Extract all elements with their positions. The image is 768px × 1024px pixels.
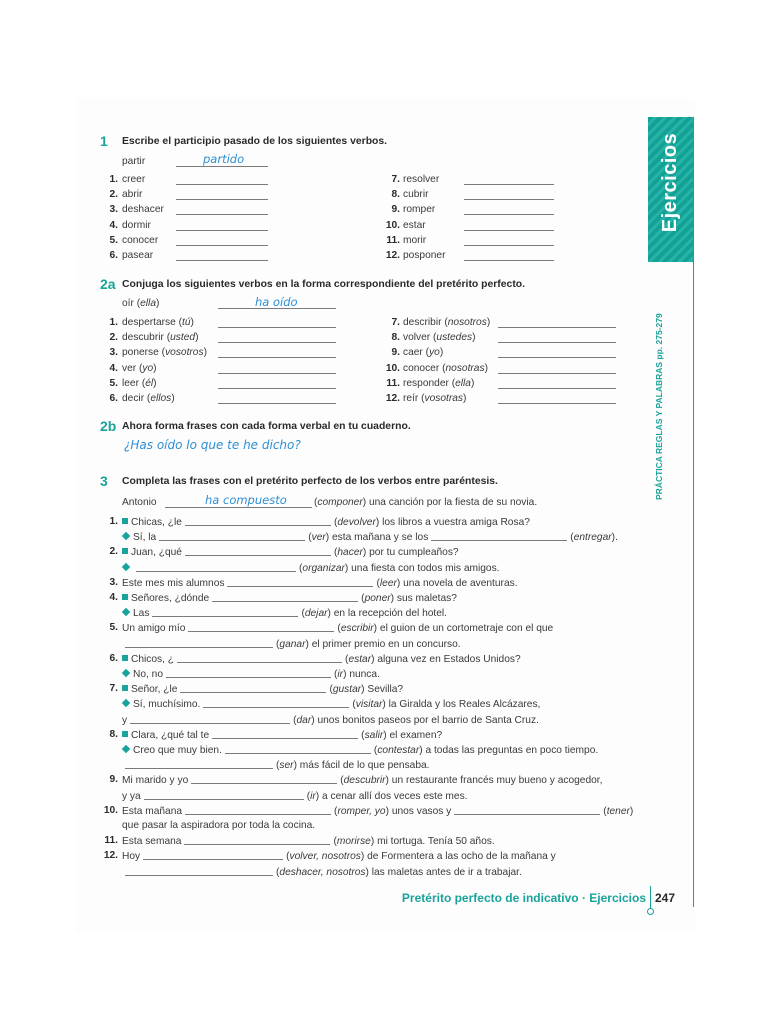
speaker-b-marker	[122, 562, 130, 570]
sentence-text: alguna vez en Estados Unidos?	[374, 653, 521, 665]
footer-title: Pretérito perfecto de indicativo · Ejercicios	[401, 891, 646, 905]
item-number: 6.	[109, 250, 118, 261]
answer-blank	[144, 789, 304, 800]
sentence-text: una novela de aventuras.	[400, 577, 518, 589]
sentence-text: mi tortuga. Tenía 50 años.	[374, 836, 495, 848]
footer-divider	[650, 886, 651, 910]
verb-hint: dar	[296, 714, 312, 726]
answer-blank	[454, 804, 600, 815]
sentence-line: y (dar) unos bonitos paseos por el barrio de Santa Cruz.	[122, 714, 539, 726]
sentence-line: Esta semana (morirse) mi tortuga. Tenía 50 años.	[122, 836, 495, 848]
item-verb: creer	[122, 174, 146, 185]
sentence-text: unos bonitos paseos por el barrio de Santa Cruz.	[314, 714, 539, 726]
sentence-text: de Formentera a las ocho de la mañana y	[364, 851, 556, 863]
verb-hint: descubrir	[343, 775, 386, 787]
item-number: 8.	[391, 189, 400, 201]
subject-text: yo	[429, 347, 440, 359]
s1-example-verb: partir	[122, 156, 146, 167]
speaker-b-marker	[122, 699, 130, 707]
footer-dot	[647, 908, 654, 915]
sentence-line: No, no (ir) nunca.	[122, 667, 380, 681]
sentence-text: Sí, la	[133, 532, 157, 544]
answer-blank	[498, 357, 616, 358]
sidebar-label: Ejercicios	[659, 132, 681, 233]
sentence-text: en la recepción del hotel.	[330, 608, 448, 620]
sentence-line: Mi marido y yo (descubrir) un restaurante francés muy bueno y acogedor,	[122, 775, 603, 787]
item-number: 4.	[109, 592, 118, 603]
sentence-text: No, no	[133, 669, 164, 680]
sentence-text: Hoy	[122, 851, 141, 863]
verb-hint: ir	[337, 669, 344, 680]
answer-blank	[125, 758, 273, 769]
sentence-text: a cenar allí dos veces este mes.	[319, 790, 468, 802]
verb-hint: ganar	[279, 638, 306, 650]
item-number: 6.	[109, 652, 118, 664]
answer-blank	[498, 373, 616, 374]
answer-blank	[125, 637, 273, 648]
section-1-instruction: Escribe el participio pasado de los siguientes verbos.	[122, 136, 388, 147]
item-number: 10.	[385, 219, 400, 231]
s1-example-answer: partido	[203, 152, 245, 166]
item-verb: resolver	[403, 174, 440, 185]
subject-text: tú	[182, 317, 191, 328]
speaker-a-marker	[122, 594, 128, 600]
subject-text: vosotras	[424, 393, 464, 404]
speaker-a-marker	[122, 518, 128, 524]
answer-blank	[176, 260, 268, 261]
sentence-line: Señor, ¿le (gustar) Sevilla?	[122, 682, 403, 696]
verb-hint: romper, yo	[337, 805, 386, 817]
verb-text: caer	[403, 347, 423, 359]
item-number: 7.	[391, 174, 400, 185]
item-verb: leer (él)	[122, 377, 157, 389]
subject-text: él	[145, 377, 154, 389]
sentence-text: y ya	[122, 790, 141, 802]
sentence-text: .	[615, 532, 618, 544]
answer-blank	[185, 804, 331, 815]
item-number: 4.	[109, 362, 118, 374]
sidebar-tab	[648, 117, 693, 262]
sentence-text: y	[122, 714, 128, 726]
sentence-text: Sí, muchísimo.	[133, 699, 201, 711]
subject-text: nosotros	[447, 317, 487, 328]
answer-blank	[176, 214, 268, 215]
item-number: 11.	[104, 835, 118, 847]
item-verb: posponer	[403, 250, 446, 261]
verb-hint: tener	[606, 805, 630, 817]
sentence-line: Creo que muy bien. (contestar) a todas las preguntas en poco tiempo.	[122, 743, 598, 757]
answer-blank	[184, 834, 330, 845]
item-number: 1.	[109, 516, 118, 527]
item-verb: cubrir	[403, 189, 429, 201]
answer-blank	[464, 245, 554, 246]
item-number: 5.	[109, 622, 118, 634]
item-number: 2.	[109, 189, 118, 201]
answer-blank	[203, 697, 349, 708]
verb-hint: organizar	[302, 562, 345, 574]
verb-hint: contestar	[377, 745, 420, 756]
item-number: 10.	[103, 804, 118, 816]
answer-blank	[464, 260, 554, 261]
sentence-text: Creo que muy bien.	[133, 745, 222, 756]
item-number: 8.	[109, 728, 118, 740]
sentence-text: Clara, ¿qué tal te	[131, 729, 210, 741]
sentence-line: (ser) más fácil de lo que pensaba.	[122, 758, 430, 772]
answer-blank	[498, 388, 616, 389]
subject-text: ustedes	[436, 332, 473, 344]
section-1-number: 1	[100, 133, 108, 149]
item-verb: estar	[403, 219, 426, 231]
verb-text: describir	[403, 317, 442, 328]
sentence-text: esta mañana y se los	[329, 532, 429, 544]
sentence-text: el examen?	[386, 729, 443, 741]
answer-blank	[176, 245, 268, 246]
verb-hint: ir	[310, 790, 316, 802]
sentence-line: Las (dejar) en la recepción del hotel.	[122, 606, 447, 620]
verb-hint: estar	[348, 653, 372, 665]
speaker-a-marker	[122, 655, 128, 661]
item-number: 5.	[109, 234, 118, 246]
sentence-line: Chicos, ¿ (estar) alguna vez en Estados Unidos?	[122, 652, 521, 666]
item-verb: conocer (nosotras)	[403, 362, 488, 374]
item-verb: conocer	[122, 234, 159, 246]
item-verb: pasear	[122, 250, 154, 261]
answer-blank	[464, 184, 554, 185]
item-verb: ver (yo)	[122, 362, 157, 374]
sentence-line: Esta mañana (romper, yo) unos vasos y (tener)	[122, 805, 634, 817]
sentence-text: Las	[133, 608, 150, 620]
sentence-line: Sí, la (ver) esta mañana y se los (entregar).	[122, 530, 618, 544]
item-number: 7.	[391, 317, 400, 328]
sentence-line: (organizar) una fiesta con todos mis amigos.	[122, 561, 500, 575]
item-number: 1.	[109, 174, 118, 185]
s2a-example-answer: ha oído	[255, 295, 298, 309]
sentence-text: Chicos, ¿	[131, 653, 175, 665]
item-number: 10.	[385, 362, 400, 374]
sentence-text: Esta semana	[122, 836, 182, 848]
answer-blank	[191, 773, 337, 784]
answer-blank	[180, 682, 326, 693]
answer-blank	[159, 530, 305, 541]
subject-text: ella	[455, 377, 471, 389]
item-number: 3.	[109, 347, 118, 359]
sidebar-reference: PRÁCTICA REGLAS Y PALABRAS pp. 275-279	[654, 313, 664, 500]
speaker-a-marker	[122, 731, 128, 737]
sentence-text: el primer premio en un concurso.	[308, 638, 461, 650]
item-number: 3.	[109, 204, 118, 216]
verb-hint: ver	[311, 532, 326, 544]
item-number: 12.	[385, 250, 400, 261]
item-number: 3.	[109, 576, 118, 588]
verb-hint: hacer	[337, 547, 363, 559]
page-number: 247	[655, 891, 676, 905]
sentence-text: más fácil de lo que pensaba.	[296, 760, 430, 772]
subject-text: nosotras	[445, 362, 485, 374]
item-number: 5.	[109, 377, 118, 389]
item-number: 9.	[391, 347, 400, 359]
verb-text: reír	[403, 393, 419, 404]
answer-blank	[136, 561, 296, 572]
subject-text: yo	[142, 362, 154, 374]
answer-blank	[185, 515, 331, 526]
section-2a-instruction: Conjuga los siguientes verbos en la forma correspondiente del pretérito perfecto.	[122, 279, 526, 290]
section-3-instruction: Completa las frases con el pretérito perfecto de los verbos entre paréntesis.	[122, 476, 498, 487]
speaker-a-marker	[122, 685, 128, 691]
answer-blank	[464, 199, 554, 200]
s3-example-post: (componer) una canción por la fiesta de su novia.	[314, 497, 538, 508]
s1-example-blank	[176, 166, 268, 167]
answer-blank	[143, 849, 283, 860]
section-2b-number: 2b	[100, 418, 117, 434]
verb-hint: dejar	[304, 608, 328, 620]
sentence-line: Clara, ¿qué tal te (salir) el examen?	[122, 728, 442, 742]
item-verb: describir (nosotros)	[403, 317, 491, 328]
answer-blank	[218, 388, 336, 389]
verb-text: conocer	[403, 362, 440, 374]
sentence-line: Hoy (volver, nosotros) de Formentera a las ocho de la mañana y	[122, 851, 556, 863]
answer-blank	[227, 576, 373, 587]
item-verb: morir	[403, 234, 427, 246]
sentence-text: las maletas antes de ir a trabajar.	[368, 866, 522, 878]
verb-text: decir	[122, 393, 145, 404]
answer-blank	[188, 621, 334, 632]
subject-text: vosotros	[165, 347, 204, 359]
verb-text: despertarse	[122, 317, 176, 328]
sentence-text: nunca.	[346, 669, 380, 680]
item-verb: abrir	[122, 189, 143, 201]
verb-hint: salir	[364, 729, 384, 741]
sentence-line: y ya (ir) a cenar allí dos veces este mes.	[122, 790, 468, 802]
item-number: 1.	[109, 317, 118, 328]
verb-hint: ser	[279, 760, 294, 772]
sentence-text: Este mes mis alumnos	[122, 577, 225, 589]
sentence-text: por tu cumpleaños?	[366, 547, 459, 559]
s3-example-blank	[165, 507, 312, 508]
s3-example-pre: Antonio	[122, 497, 157, 508]
verb-hint: morirse	[336, 836, 371, 848]
answer-blank	[218, 373, 336, 374]
answer-blank	[166, 667, 331, 678]
sentence-text: el guion de un cortometraje con el que	[377, 623, 554, 635]
verb-text: leer	[122, 377, 139, 389]
sentence-text: Esta mañana	[122, 805, 183, 817]
speaker-b-marker	[122, 745, 130, 753]
sentence-line: Señores, ¿dónde (poner) sus maletas?	[122, 591, 457, 605]
sentence-text: Mi marido y yo	[122, 775, 189, 787]
sentence-text: una fiesta con todos mis amigos.	[348, 562, 500, 574]
sentence-line: Juan, ¿qué (hacer) por tu cumpleaños?	[122, 545, 459, 559]
item-number: 12.	[385, 393, 400, 404]
item-number: 6.	[109, 393, 118, 404]
section-3-number: 3	[100, 473, 108, 489]
sentence-text: Juan, ¿qué	[131, 547, 182, 559]
item-number: 11.	[386, 377, 400, 389]
answer-blank	[498, 327, 616, 328]
answer-blank	[176, 230, 268, 231]
answer-blank	[185, 545, 331, 556]
verb-text: volver	[403, 332, 431, 344]
sentence-line: Un amigo mío (escribir) el guion de un cortometraje con el que	[122, 623, 554, 635]
subject-text: usted	[170, 332, 196, 344]
verb-hint: volver, nosotros	[289, 851, 361, 863]
speaker-b-marker	[122, 608, 130, 616]
verb-hint: deshacer, nosotros	[279, 866, 366, 878]
answer-blank	[130, 713, 290, 724]
sentence-text: Chicas, ¿le	[131, 517, 182, 528]
item-verb: responder (ella)	[403, 377, 475, 389]
sentence-line: Sí, muchísimo. (visitar) la Giralda y los Reales Alcázares,	[122, 697, 540, 711]
section-2a-number: 2a	[100, 276, 116, 292]
answer-blank	[225, 743, 371, 754]
item-verb: deshacer	[122, 204, 164, 216]
item-number: 4.	[109, 219, 118, 231]
answer-blank	[212, 728, 358, 739]
item-number: 2.	[109, 332, 118, 344]
answer-blank	[498, 403, 616, 404]
s2b-example-answer: ¿Has oído lo que te he dicho?	[124, 438, 301, 452]
item-number: 9.	[109, 774, 118, 786]
s2a-example: oír (ella)	[122, 298, 160, 309]
verb-hint: poner	[364, 593, 391, 604]
item-number: 2.	[109, 546, 118, 558]
answer-blank	[218, 357, 336, 358]
item-number: 8.	[391, 332, 400, 344]
speaker-b-marker	[122, 532, 130, 540]
item-number: 12.	[103, 850, 118, 862]
section-2b-instruction: Ahora forma frases con cada forma verbal en tu cuaderno.	[122, 421, 411, 432]
verb-text: responder	[403, 377, 449, 389]
verb-hint: devolver	[337, 517, 376, 528]
answer-blank	[152, 606, 298, 617]
verb-text: descubrir	[122, 332, 164, 344]
sidebar-rule	[693, 117, 694, 907]
item-verb: reír (vosotras)	[403, 393, 467, 404]
sentence-text: los libros a vuestra amiga Rosa?	[379, 517, 530, 528]
sentence-line: (ganar) el primer premio en un concurso.	[122, 637, 461, 651]
item-verb: descubrir (usted)	[122, 332, 199, 344]
speaker-a-marker	[122, 548, 128, 554]
answer-blank	[464, 214, 554, 215]
answer-blank	[212, 591, 358, 602]
answer-blank	[498, 342, 616, 343]
sentence-line	[122, 819, 315, 832]
speaker-b-marker	[122, 669, 130, 677]
item-verb: despertarse (tú)	[122, 317, 194, 328]
item-number: 7.	[109, 683, 118, 695]
answer-blank	[176, 199, 268, 200]
verb-hint: gustar	[332, 684, 362, 696]
item-number: 9.	[391, 204, 400, 216]
verb-hint: leer	[379, 577, 397, 589]
s3-example-answer: ha compuesto	[205, 493, 287, 507]
sentence-line: (deshacer, nosotros) las maletas antes de ir a trabajar.	[122, 865, 522, 879]
answer-blank	[176, 184, 268, 185]
answer-blank	[125, 865, 273, 876]
answer-blank	[218, 327, 336, 328]
subject-text: ellos	[150, 393, 172, 404]
item-verb: caer (yo)	[403, 347, 444, 359]
sentence-text: la Giralda y los Reales Alcázares,	[385, 699, 541, 711]
verb-text: ponerse	[122, 347, 159, 359]
item-verb: ponerse (vosotros)	[122, 347, 207, 359]
answer-blank	[218, 342, 336, 343]
verb-hint: entregar	[573, 532, 612, 544]
answer-blank	[218, 403, 336, 404]
answer-blank	[464, 230, 554, 231]
item-verb: dormir	[122, 219, 151, 231]
answer-blank	[177, 652, 342, 663]
item-verb: romper	[403, 204, 436, 216]
item-number: 11.	[386, 234, 400, 246]
sentence-text: Señor, ¿le	[131, 684, 178, 696]
sentence-line: Chicas, ¿le (devolver) los libros a vuestra amiga Rosa?	[122, 515, 530, 529]
sentence-text: unos vasos y	[388, 805, 452, 817]
sentence-text: Señores, ¿dónde	[131, 593, 210, 604]
answer-blank	[431, 530, 567, 541]
item-verb: volver (ustedes)	[403, 332, 476, 344]
sentence-text: que pasar la aspiradora por toda la cocina.	[122, 820, 316, 831]
sentence-line: Este mes mis alumnos (leer) una novela de aventuras.	[122, 577, 518, 589]
verb-hint: visitar	[355, 699, 383, 711]
sentence-text: sus maletas?	[394, 593, 457, 604]
sentence-text: a todas las preguntas en poco tiempo.	[422, 745, 599, 756]
item-verb: decir (ellos)	[122, 393, 175, 404]
verb-hint: escribir	[340, 623, 374, 635]
verb-text: ver	[122, 362, 137, 374]
sentence-text: un restaurante francés muy bueno y acogedor,	[388, 775, 603, 787]
sentence-text: Un amigo mío	[122, 623, 186, 635]
sentence-text: Sevilla?	[364, 684, 404, 696]
